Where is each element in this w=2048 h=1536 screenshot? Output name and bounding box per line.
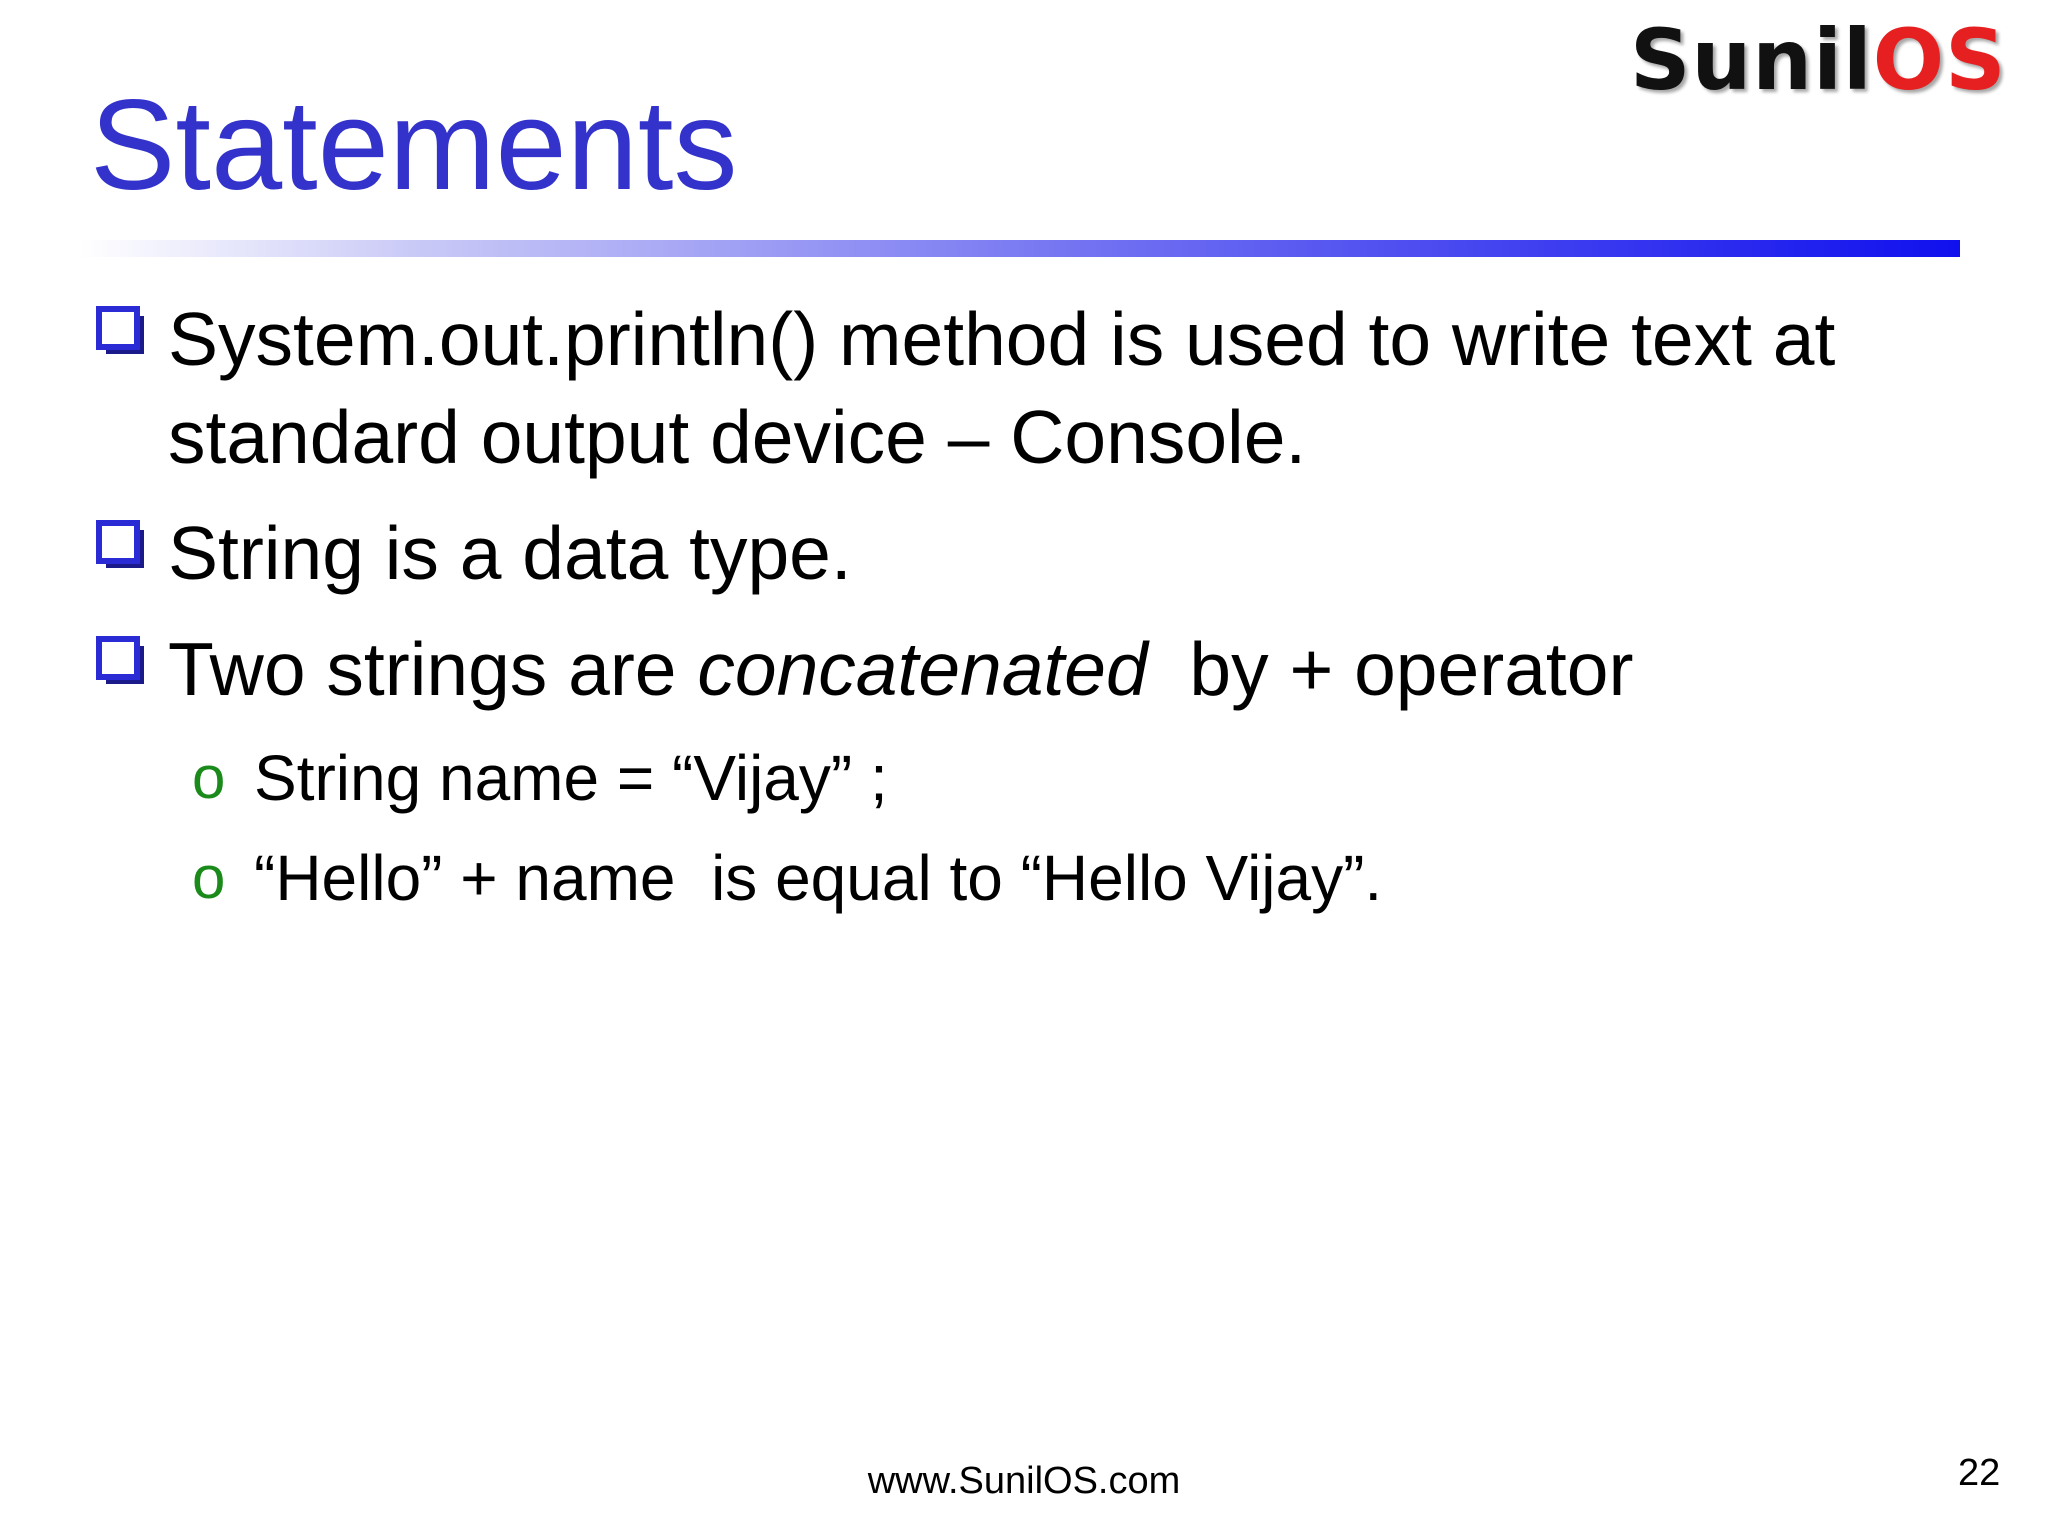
hollow-square-bullet-icon — [96, 306, 146, 356]
sub-bullet-item — [192, 728, 1996, 828]
bullet-text-emphasis: concatenated — [697, 627, 1148, 711]
bullet-text-pre: Two strings are — [168, 627, 698, 711]
bullet-list — [96, 290, 1996, 928]
hollow-square-bullet-icon — [96, 636, 146, 686]
circle-bullet-icon: o — [192, 744, 226, 811]
sub-bullet-text: “Hello” + name is equal to “Hello Vijay”. — [254, 842, 1383, 914]
logo-text-sunil: Sunil — [1630, 11, 1873, 109]
footer-url: www.SunilOS.com — [867, 1460, 1181, 1502]
bullet-text: String is a data type. — [168, 511, 852, 595]
sub-bullet-text: String name = “Vijay” ; — [254, 742, 888, 814]
hollow-square-bullet-icon — [96, 520, 146, 570]
page-number: 22 — [1958, 1452, 2001, 1494]
bullet-item-println — [96, 290, 1996, 486]
bullet-text: System.out.println() method is used to write text at standard output device – Console. — [168, 297, 1836, 479]
title-divider — [80, 240, 1960, 257]
logo-text-os: OS — [1872, 11, 2007, 109]
slide-title: Statements — [90, 74, 738, 217]
sub-bullet-item — [192, 828, 1996, 928]
circle-bullet-icon: o — [192, 844, 226, 911]
bullet-text-post: by + operator — [1147, 627, 1634, 711]
bullet-item-concatenation — [96, 620, 1996, 718]
sunilos-logo — [1630, 11, 2007, 109]
bullet-item-string-type — [96, 504, 1996, 602]
sub-bullet-list — [96, 728, 1996, 928]
